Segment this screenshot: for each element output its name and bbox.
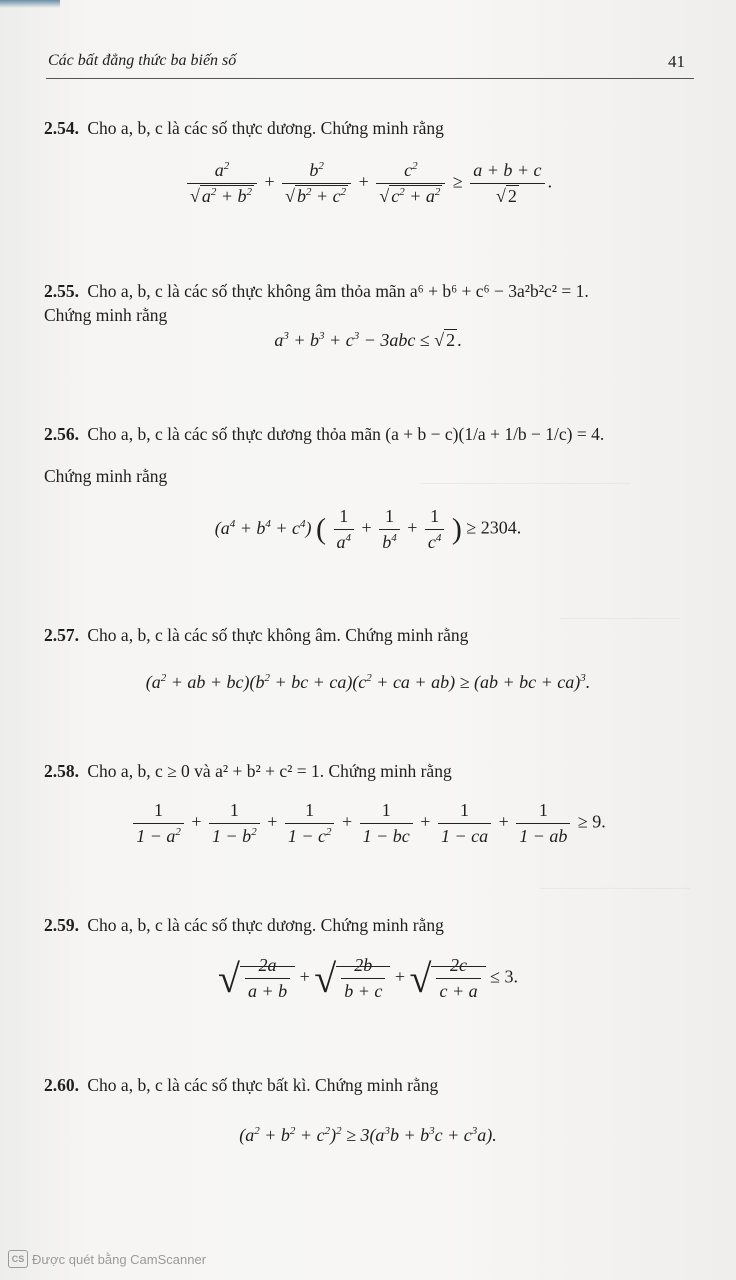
problem-continuation: Chứng minh rằng bbox=[44, 466, 168, 486]
formula-2-60: $(a^2 + b^2 + c^2)^2 \ge 3(a^3b + b^3c + c^3a)$. bbox=[239, 1125, 497, 1145]
header-rule bbox=[46, 78, 694, 79]
problem-statement: Cho a, b, c là các số thực dương. Chứng minh rằng bbox=[87, 118, 444, 138]
problem-2-60 bbox=[44, 1075, 438, 1096]
problem-2-55 bbox=[44, 281, 589, 302]
formula-2-58: $\frac{1}{1 - a^2}$ + $\frac{1}{1 - b^2}$ + $\frac{1}{1 - c^2}$ + $\frac{1}{1 - bc}$ + $\frac{1}{1 - ca}$ + $\frac{1}{1 - ab}$ ≥ 9. bbox=[0, 800, 736, 847]
problem-2-59 bbox=[44, 915, 444, 936]
problem-statement: Cho a, b, c ≥ 0 và a² + b² + c² = 1. Chứng minh rằng bbox=[87, 761, 452, 781]
problem-number: 2.60. bbox=[44, 1075, 79, 1095]
scan-edge-shadow bbox=[0, 0, 60, 8]
camscanner-logo-icon: CS bbox=[8, 1250, 28, 1268]
problem-statement: Cho a, b, c là các số thực bất kì. Chứng minh rằng bbox=[87, 1075, 439, 1095]
chapter-title: Các bất đẳng thức ba biến số bbox=[48, 52, 237, 69]
bleed-through-text: ———————— bbox=[560, 610, 680, 626]
problem-number: 2.54. bbox=[44, 118, 79, 138]
bleed-through-text: —————————— bbox=[540, 880, 690, 896]
bleed-through-text: —————————————— bbox=[420, 475, 630, 491]
problem-continuation: Chứng minh rằng bbox=[44, 305, 168, 325]
problem-2-56 bbox=[44, 424, 604, 445]
scanner-watermark bbox=[8, 1248, 206, 1270]
formula-2-59: √ $\frac{2a}{a + b}$ + √ $\frac{2b}{b + c}$ + √ $\frac{2c}{c + a}$ ≤ 3. bbox=[218, 955, 518, 1001]
problem-number: 2.58. bbox=[44, 761, 79, 781]
problem-number: 2.57. bbox=[44, 625, 79, 645]
watermark-text: Được quét bằng CamScanner bbox=[32, 1251, 207, 1267]
formula-2-55: $a^3 + b^3 + c^3 - 3abc$ ≤ √ 2 . bbox=[274, 330, 462, 350]
problem-2-54 bbox=[44, 118, 444, 139]
problem-statement: Cho a, b, c là các số thực dương thỏa mãn (a + b − c)(1/a + 1/b − 1/c) = 4. bbox=[87, 424, 605, 444]
problem-number: 2.59. bbox=[44, 915, 79, 935]
problem-number: 2.55. bbox=[44, 281, 79, 301]
problem-statement: Cho a, b, c là các số thực không âm thỏa mãn a⁶ + b⁶ + c⁶ − 3a²b²c² = 1. bbox=[87, 281, 589, 301]
formula-2-54: $\frac{a^2}{√ a^2 + b^2}$ + $\frac{b^2}{√ b^2 + c^2}$ + $\frac{c^2}{√ c^2 + a^2}$ ≥ $\frac{a + b + c}{√ 2}$ . bbox=[0, 160, 736, 207]
formula-2-56: $(a^4 + b^4 + c^4)$ ( $\frac{1}{a^4}$ + $\frac{1}{b^4}$ + $\frac{1}{c^4}$ ) ≥ 2304. bbox=[214, 506, 522, 552]
running-head bbox=[48, 52, 693, 70]
problem-statement: Cho a, b, c là các số thực không âm. Chứng minh rằng bbox=[87, 625, 469, 645]
problem-2-57 bbox=[44, 625, 468, 646]
page-number: 41 bbox=[668, 52, 685, 71]
problem-statement: Cho a, b, c là các số thực dương. Chứng minh rằng bbox=[87, 915, 444, 935]
formula-2-57: ($a^2$ + ab + $bc)(b^2$ + bc + $ca)(c^2$ + ca + ab) ≥ (ab + bc + ca)$^3$. bbox=[145, 672, 591, 692]
problem-2-58 bbox=[44, 761, 452, 782]
problem-number: 2.56. bbox=[44, 424, 79, 444]
